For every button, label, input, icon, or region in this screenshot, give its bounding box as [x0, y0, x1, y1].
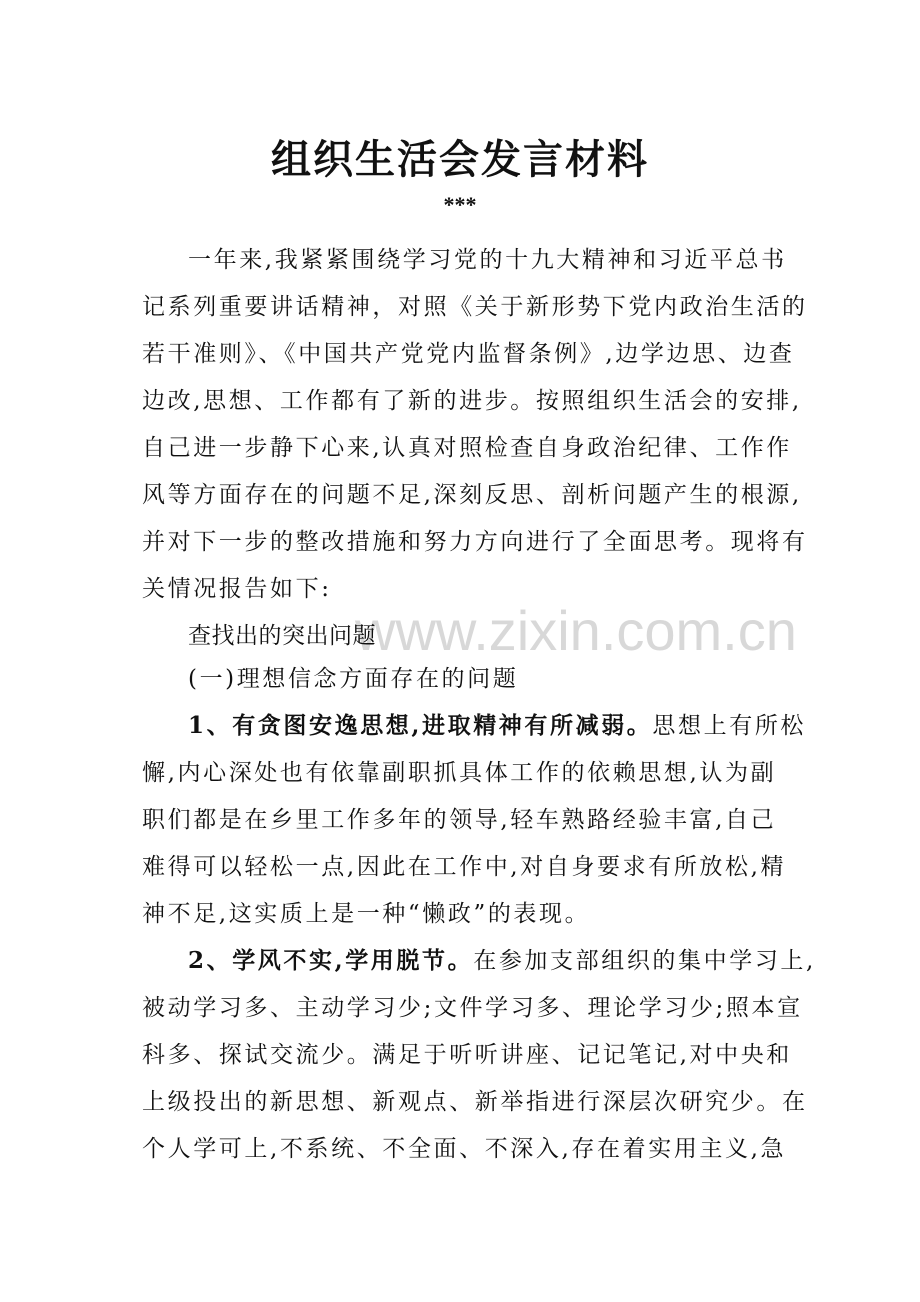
paragraph-line: 并对下一步的整改措施和努力方向进行了全面思考。现将有: [142, 529, 808, 555]
point-2-heading: 2、学风不实,学用脱节。: [188, 947, 474, 974]
author-placeholder: ***: [443, 192, 477, 217]
paragraph-line: 科多、探试交流少。满足于听听讲座、记记笔记,对中央和: [142, 1042, 792, 1068]
point-1-text: 思想上有所松: [652, 713, 807, 739]
paragraph-line: 自己进一步静下心来,认真对照检查自身政治纪律、工作作: [142, 435, 792, 461]
paragraph-line: 职们都是在乡里工作多年的领导,轻车熟路经验丰富,自己: [142, 807, 777, 833]
paragraph-line: 懈,内心深处也有依靠副职抓具体工作的依赖思想,认为副: [142, 760, 777, 786]
document-title: 组织生活会发言材料: [271, 136, 649, 183]
paragraph-line: 神不足,这实质上是一种“懒政”的表现。: [142, 901, 591, 927]
section-heading: 查找出的突出问题: [188, 623, 376, 649]
paragraph-line: 若干准则》、《中国共产党党内监督条例》,边学边思、边查: [142, 341, 795, 367]
subsection-heading: (一)理想信念方面存在的问题: [188, 666, 519, 692]
paragraph-line: 记系列重要讲话精神，对照《关于新形势下党内政治生活的: [142, 294, 808, 320]
watermark: www.zixin.com.cn: [355, 599, 797, 662]
paragraph-line: 难得可以轻松一点,因此在工作中,对自身要求有所放松,精: [142, 854, 787, 880]
paragraph-line: [188, 709, 807, 743]
paragraph-line: 被动学习多、主动学习少;文件学习多、理论学习少;照本宣: [142, 995, 803, 1021]
paragraph-line: 上级投出的新思想、新观点、新举指进行深层次研究少。在: [142, 1089, 808, 1115]
paragraph-line: 关情况报告如下:: [142, 576, 332, 602]
paragraph-line: [188, 944, 816, 978]
paragraph-line: 个人学可上,不系统、不全面、不深入,存在着实用主义,急: [142, 1136, 787, 1162]
paragraph-line: 边改,思想、工作都有了新的进步。按照组织生活会的安排,: [142, 388, 802, 414]
paragraph-line: 一年来,我紧紧围绕学习党的十九大精神和习近平总书: [188, 247, 787, 273]
point-1-heading: 1、有贪图安逸思想,进取精神有所减弱。: [188, 712, 653, 739]
paragraph-line: 风等方面存在的问题不足,深刻反思、剖析问题产生的根源,: [142, 482, 802, 508]
point-2-text: 在参加支部组织的集中学习上,: [473, 948, 816, 974]
